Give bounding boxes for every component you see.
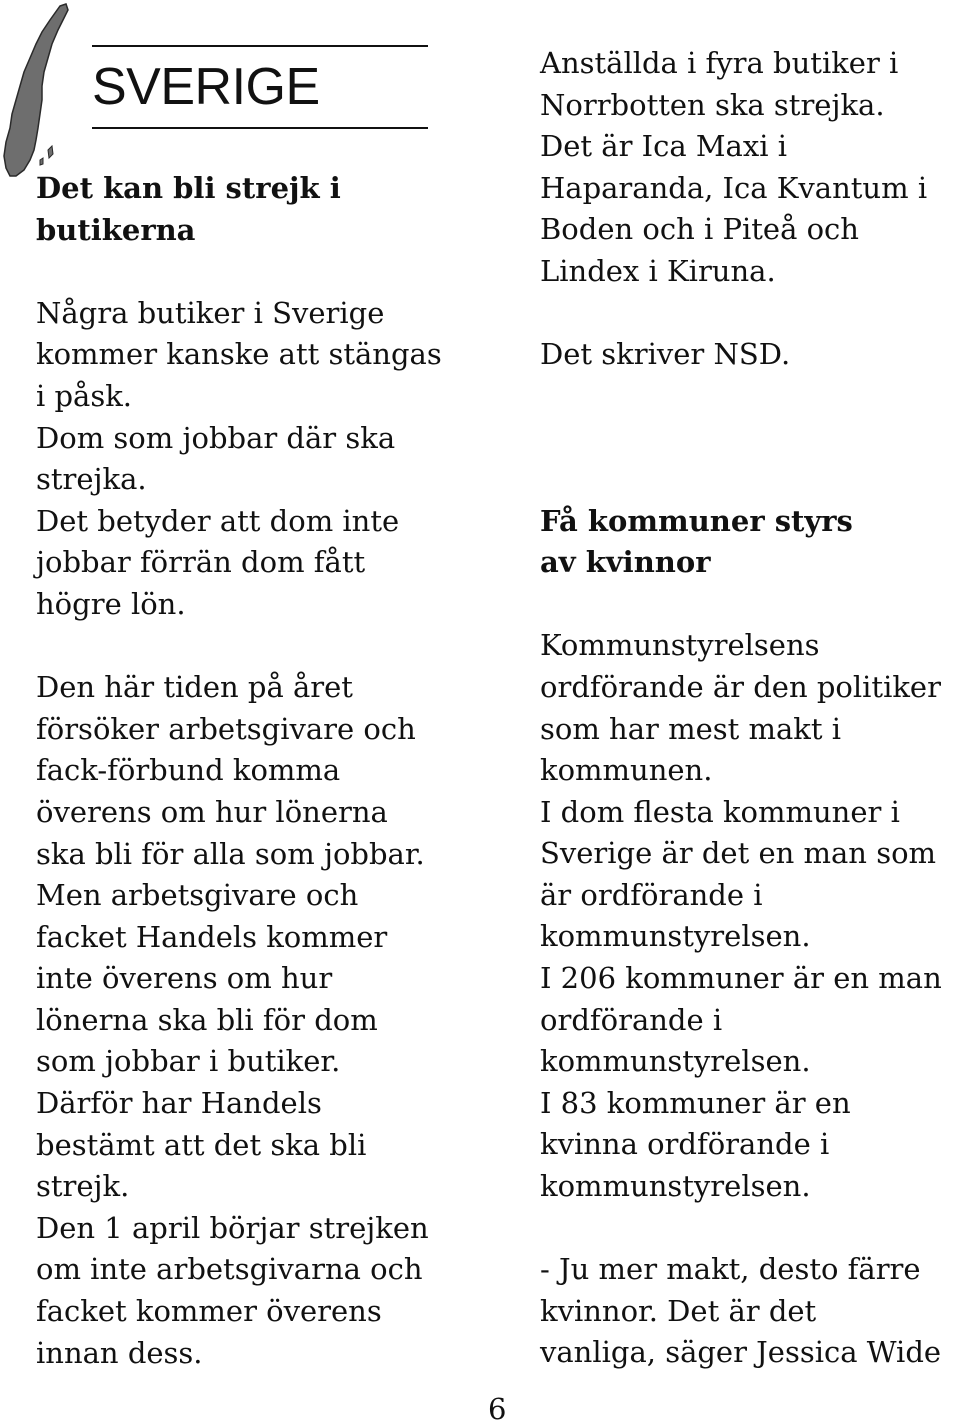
text-line: Det skriver NSD. <box>540 337 791 372</box>
text-line: Norrbotten ska strejka. <box>540 87 885 122</box>
headline-line: Få kommuner styrs <box>540 503 853 538</box>
text-line: I 206 kommuner är en man <box>540 961 942 996</box>
sweden-map-icon <box>0 0 70 180</box>
text-line: facket kommer överens <box>36 1294 382 1329</box>
text-line: ska bli för alla som jobbar. <box>36 836 425 871</box>
text-line: bestämt att det ska bli <box>36 1127 367 1162</box>
left-column <box>36 168 476 1374</box>
article-paragraph <box>540 625 960 1207</box>
text-line: kvinnor. Det är det <box>540 1293 817 1328</box>
text-line: är ordförande i <box>540 877 763 912</box>
headline-line: butikerna <box>36 212 196 247</box>
text-line: Det är Ica Maxi i <box>540 129 787 164</box>
article-headline <box>36 168 476 251</box>
text-line: Men arbetsgivare och <box>36 878 359 913</box>
text-line: Dom som jobbar där ska <box>36 420 396 455</box>
text-line: strejk. <box>36 1169 130 1204</box>
text-line: i påsk. <box>36 378 133 413</box>
text-line: facket Handels kommer <box>36 919 388 954</box>
text-line: - Ju mer makt, desto färre <box>540 1252 921 1287</box>
headline-line: av kvinnor <box>540 545 711 580</box>
article-paragraph <box>540 334 960 376</box>
text-line: fack-förbund komma <box>36 753 341 788</box>
text-line: kvinna ordförande i <box>540 1127 830 1162</box>
right-column <box>540 43 960 1374</box>
text-line: Kommunstyrelsens <box>540 628 820 663</box>
text-line: jobbar förrän dom fått <box>36 545 366 580</box>
text-line: kommunstyrelsen. <box>540 1044 811 1079</box>
headline-line: Det kan bli strejk i <box>36 171 341 205</box>
page-number: 6 <box>488 1392 507 1426</box>
text-line: vanliga, säger Jessica Wide <box>540 1335 942 1370</box>
text-line: kommunstyrelsen. <box>540 1169 811 1204</box>
text-line: kommunstyrelsen. <box>540 919 811 954</box>
text-line: lönerna ska bli för dom <box>36 1002 378 1037</box>
text-line: Lindex i Kiruna. <box>540 253 776 288</box>
title-rule-top <box>92 45 428 47</box>
text-line: som har mest makt i <box>540 711 842 746</box>
text-line: Den 1 april börjar strejken <box>36 1210 429 1245</box>
article-headline <box>540 501 960 584</box>
section-title: SVERIGE <box>92 58 320 116</box>
text-line: Sverige är det en man som <box>540 836 937 871</box>
text-line: innan dess. <box>36 1335 203 1370</box>
text-line: ordförande i <box>540 1002 723 1037</box>
text-line: försöker arbetsgivare och <box>36 711 416 746</box>
text-line: I dom flesta kommuner i <box>540 794 900 829</box>
text-line: överens om hur lönerna <box>36 794 388 829</box>
text-line: ordförande är den politiker <box>540 669 941 704</box>
text-line: Några butiker i Sverige <box>36 295 385 330</box>
text-line: strejka. <box>36 462 147 497</box>
text-line: Det betyder att dom inte <box>36 503 400 538</box>
text-line: Boden och i Piteå och <box>540 212 859 247</box>
text-line: Anställda i fyra butiker i <box>540 46 899 80</box>
article-paragraph <box>540 43 960 293</box>
text-line: om inte arbetsgivarna och <box>36 1252 423 1287</box>
text-line: Därför har Handels <box>36 1086 322 1121</box>
text-line: högre lön. <box>36 586 186 621</box>
text-line: kommunen. <box>540 753 713 788</box>
title-rule-bottom <box>92 127 428 129</box>
article-paragraph <box>540 1249 960 1374</box>
text-line: Den här tiden på året <box>36 670 353 705</box>
text-line: I 83 kommuner är en <box>540 1085 851 1120</box>
article-paragraph <box>36 293 476 626</box>
article-paragraph <box>36 667 476 1374</box>
text-line: som jobbar i butiker. <box>36 1044 341 1079</box>
text-line: inte överens om hur <box>36 961 333 996</box>
text-line: kommer kanske att stängas <box>36 337 442 372</box>
text-line: Haparanda, Ica Kvantum i <box>540 170 928 205</box>
